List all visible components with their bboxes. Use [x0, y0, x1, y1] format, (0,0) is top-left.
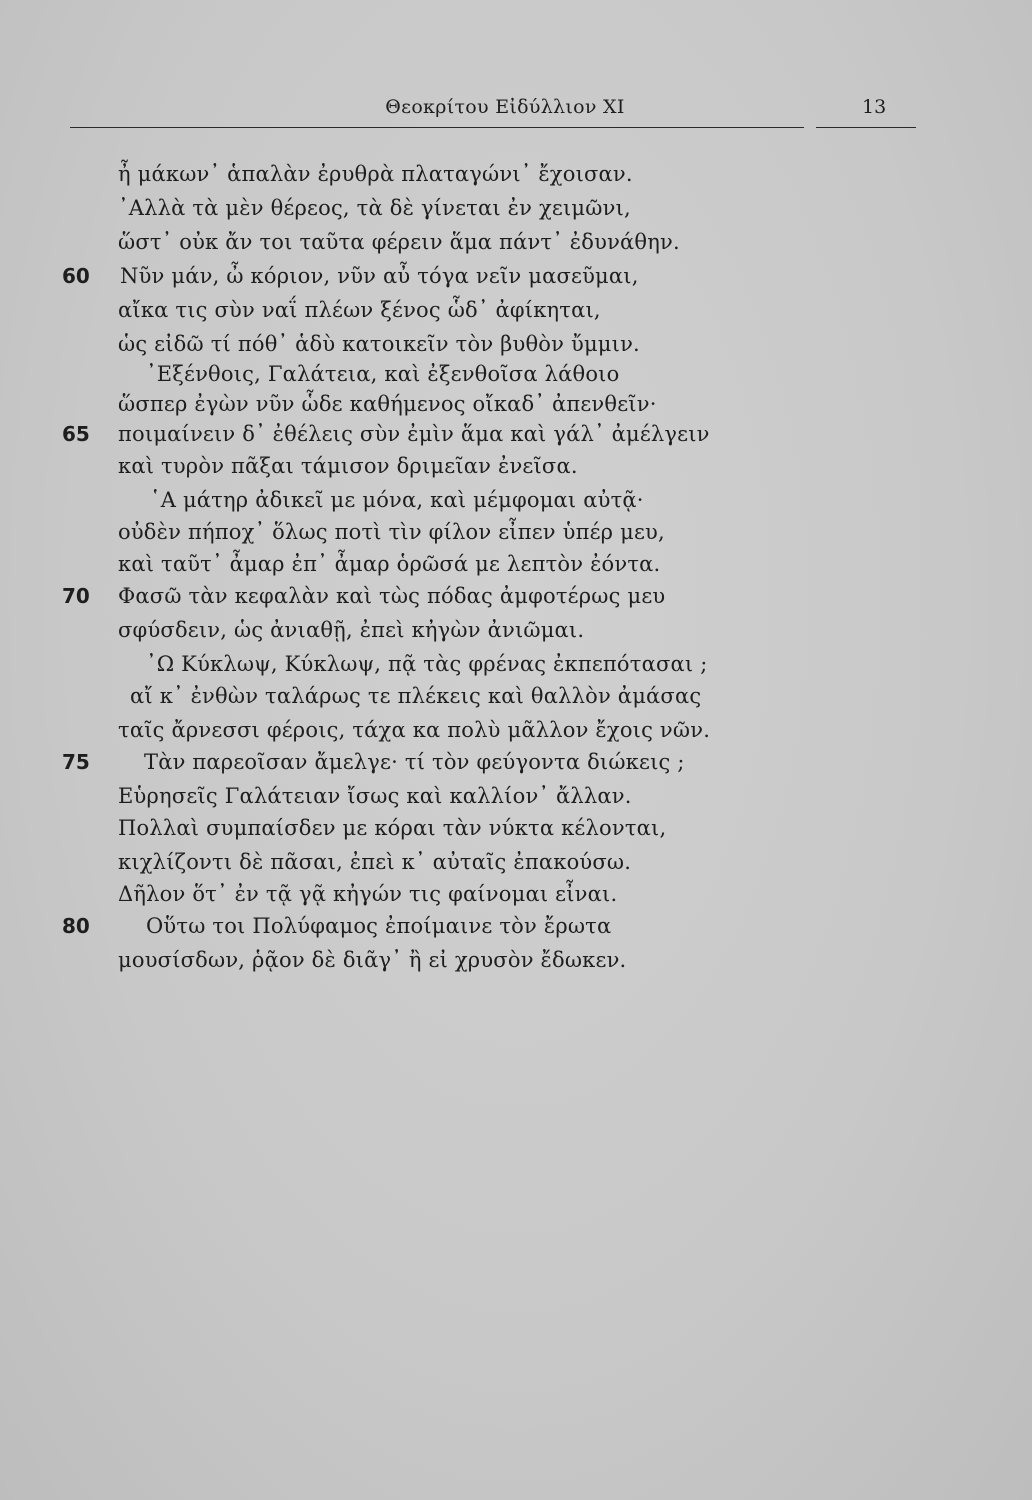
verse-line: ποιμαίνειν δ᾽ ἐθέλεις σὺν ἐμὶν ἅμα καὶ γάλ᾽ ἀμέλγειν — [118, 422, 710, 446]
line-number: 70 — [62, 584, 90, 608]
verse-line: ἦ μάκων᾽ ἁπαλὰν ἐρυθρὰ πλαταγώνι᾽ ἔχοισαν. — [118, 162, 633, 186]
verse-line: ὥσπερ ἐγὼν νῦν ὧδε καθήμενος οἴκαδ᾽ ἀπενθεῖν· — [118, 392, 657, 416]
verse-line: Οὕτω τοι Πολύφαμος ἐποίμαινε τὸν ἔρωτα — [146, 914, 612, 938]
verse-line: ᾽Ω Κύκλωψ, Κύκλωψ, πᾷ τὰς φρένας ἐκπεπότασαι ; — [146, 652, 708, 676]
verse-line: ταῖς ἄρνεσσι φέροις, τάχα κα πολὺ μᾶλλον ἔχοις νῶν. — [118, 718, 711, 742]
verse-line: καὶ ταῦτ᾽ ἆμαρ ἐπ᾽ ἆμαρ ὁρῶσά με λεπτὸν ἐόντα. — [118, 552, 661, 576]
verse-line: οὐδὲν πήποχ᾽ ὅλως ποτὶ τὶν φίλον εἶπεν ὑπέρ μευ, — [118, 520, 665, 544]
verse-line: αἴ κ᾽ ἐνθὼν ταλάρως τε πλέκεις καὶ θαλλὸν ἀμάσας — [130, 684, 702, 708]
page-number: 13 — [862, 96, 887, 118]
verse-line: ῾Α μάτηρ ἀδικεῖ με μόνα, καὶ μέμφομαι αὐτᾷ· — [150, 488, 644, 512]
line-number: 65 — [62, 422, 90, 446]
verse-line: Πολλαὶ συμπαίσδεν με κόραι τὰν νύκτα κέλονται, — [118, 816, 667, 840]
verse-line: ὥστ᾽ οὐκ ἄν τοι ταῦτα φέρειν ἅμα πάντ᾽ ἐδυνάθην. — [118, 230, 680, 254]
verse-line: ᾽Αλλὰ τὰ μὲν θέρεος, τὰ δὲ γίνεται ἐν χειμῶνι, — [118, 196, 631, 220]
verse-line: σφύσδειν, ὡς ἀνιαθῇ, ἐπεὶ κἠγὼν ἀνιῶμαι. — [118, 618, 585, 642]
verse-line: ὡς εἰδῶ τί πόθ᾽ ἁδὺ κατοικεῖν τὸν βυθὸν ὔμμιν. — [118, 332, 640, 356]
header-rule-right — [816, 127, 916, 128]
verse-line: καὶ τυρὸν πᾶξαι τάμισον δριμεῖαν ἐνεῖσα. — [118, 454, 578, 478]
verse-line: ᾽Εξένθοις, Γαλάτεια, καὶ ἐξενθοῖσα λάθοιο — [146, 362, 620, 386]
verse-line: Νῦν μάν, ὦ κόριον, νῦν αὖ τόγα νεῖν μασεῦμαι, — [120, 264, 639, 288]
verse-line: αἴκα τις σὺν ναΐ πλέων ξένος ὧδ᾽ ἀφίκηται, — [118, 298, 601, 322]
verse-line: μουσίσδων, ῥᾷον δὲ διᾶγ᾽ ἢ εἰ χρυσὸν ἔδωκεν. — [118, 948, 627, 972]
verse-line: Δῆλον ὅτ᾽ ἐν τᾷ γᾷ κἠγών τις φαίνομαι εἶναι. — [118, 882, 618, 906]
verse-line: κιχλίζοντι δὲ πᾶσαι, ἐπεὶ κ᾽ αὐταῖς ἐπακούσω. — [118, 850, 632, 874]
line-number: 60 — [62, 264, 90, 288]
verse-line: Τὰν παρεοῖσαν ἄμελγε· τί τὸν φεύγοντα διώκεις ; — [144, 750, 685, 774]
verse-line: Φασῶ τὰν κεφαλὰν καὶ τὼς πόδας ἀμφοτέρως μευ — [118, 584, 666, 608]
verse-line: Εὑρησεῖς Γαλάτειαν ἴσως καὶ καλλίον᾽ ἄλλαν. — [118, 784, 632, 808]
running-head: Θεοκρίτου Εἰδύλλιον XI — [385, 96, 625, 118]
line-number: 80 — [62, 914, 90, 938]
line-number: 75 — [62, 750, 90, 774]
header-rule-left — [70, 127, 804, 128]
